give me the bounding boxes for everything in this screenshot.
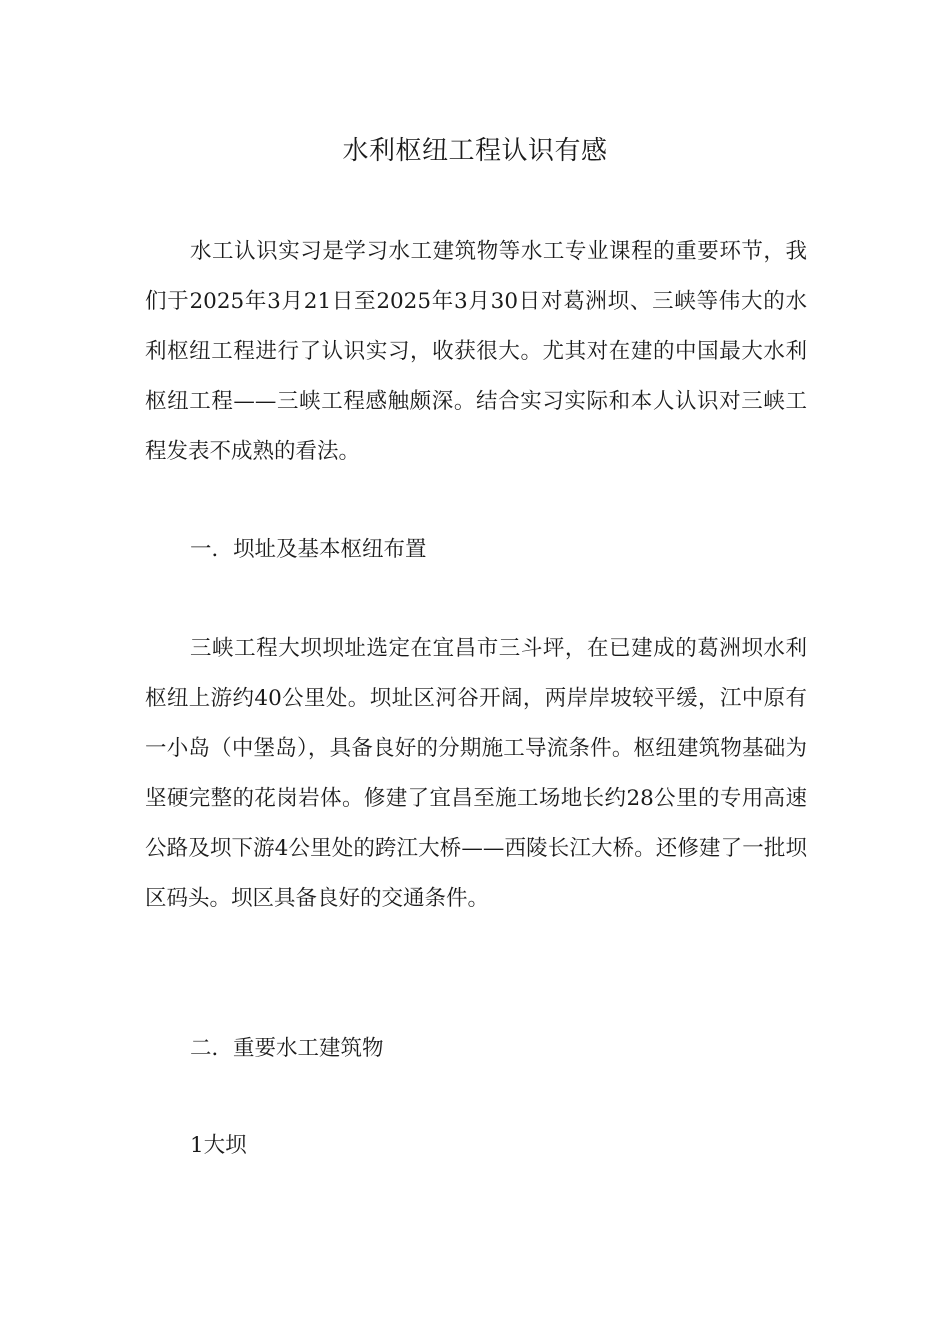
intro-paragraph: 水工认识实习是学习水工建筑物等水工专业课程的重要环节，我们于2025年3月21日至2025年3月30日对葛洲坝、三峡等伟大的水利枢纽工程进行了认识实习，收获很大。尤其对在建的中国最大水利枢纽工程——三峡工程感触颇深。结合实习实际和本人认识对三峡工程发表不成熟的看法。: [145, 239, 807, 464]
section-1-heading: 一．坝址及基本枢纽布置: [190, 537, 427, 562]
section-2-heading: 二．重要水工建筑物: [190, 1036, 384, 1061]
document-title: 水利枢纽工程认识有感: [342, 136, 608, 166]
subsection-1-heading: 1大坝: [190, 1133, 247, 1158]
section-1-paragraph: 三峡工程大坝坝址选定在宜昌市三斗坪，在已建成的葛洲坝水利枢纽上游约40公里处。坝址区河谷开阔，两岸岸坡较平缓，江中原有一小岛（中堡岛），具备良好的分期施工导流条件。枢纽建筑物基础为坚硬完整的花岗岩体。修建了宜昌至施工场地长约28公里的专用高速公路及坝下游4公里处的跨江大桥——西陵长江大桥。还修建了一批坝区码头。坝区具备良好的交通条件。: [145, 636, 807, 911]
